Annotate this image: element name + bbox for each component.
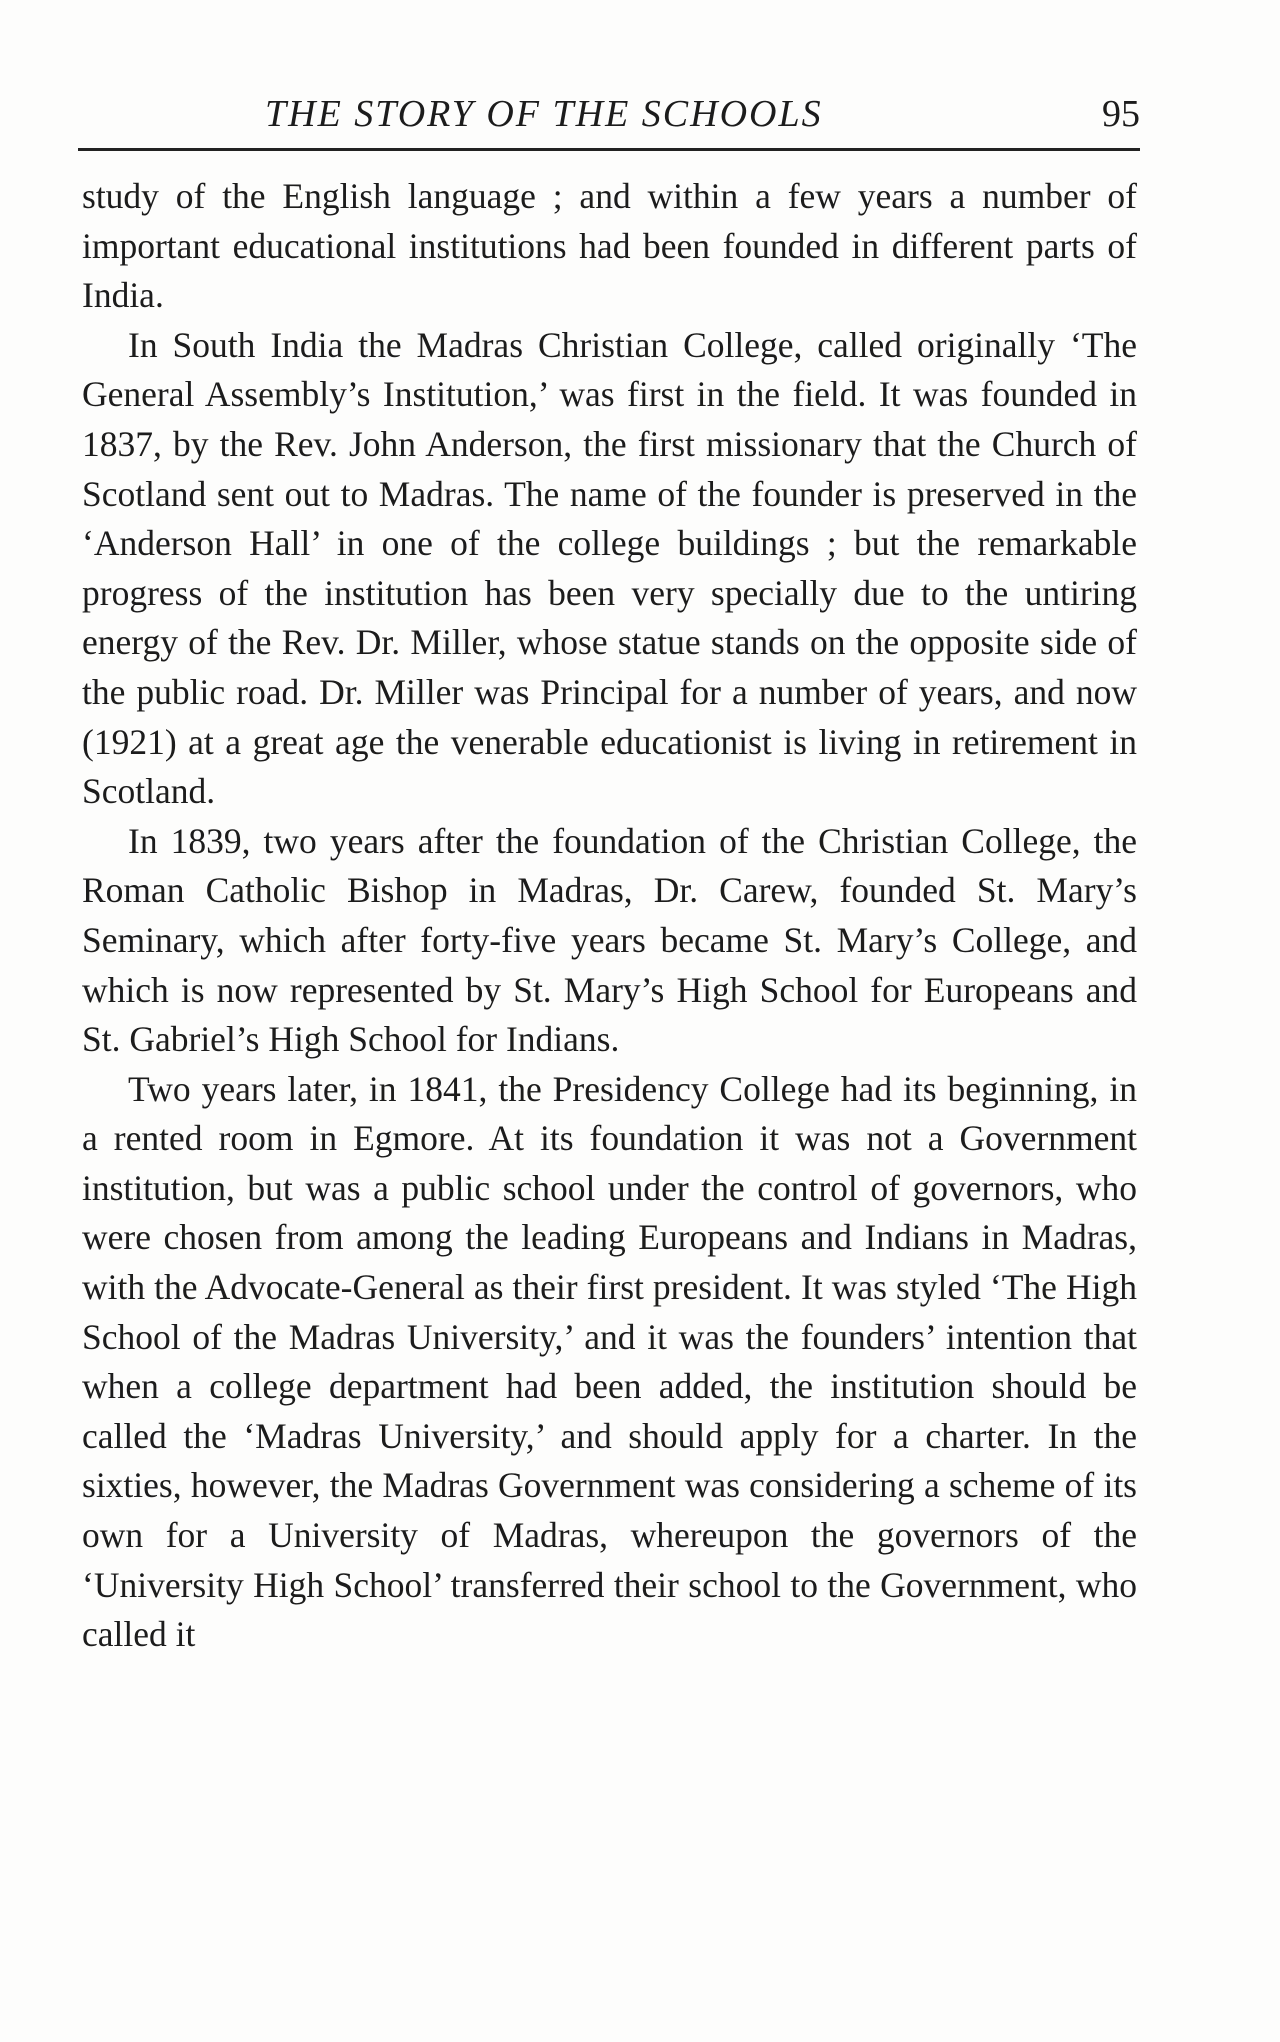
- running-title: THE STORY OF THE SCHOOLS: [265, 93, 823, 135]
- paragraph-st-marys-seminary: In 1839, two years after the foundation of the Christian College, the Roman Catholic Bishop in Madras, Dr. Carew, founded St. Mary’s Seminary, which after forty-five years became St. Mary’s College, and which is now represented by St. Mary’s High School for Europeans and St. Gabriel’s High School for Indians.: [82, 820, 1137, 1060]
- body-text: [82, 172, 1137, 1660]
- page-number: 95: [1102, 93, 1140, 135]
- paragraph-madras-christian-college: In South India the Madras Christian College, called originally ‘The General Assembly’s Institution,’ was first in the field. It was founded in 1837, by the Rev. John Anderson, the first missionary that the Church of Scotland sent out to Madras. The name of the founder is preserved in the ‘Anderson Hall’ in one of the college buildings ; but the remarkable progress of the institution has been very specially due to the untiring energy of the Rev. Dr. Miller, whose statue stands on the opposite side of the public road. Dr. Miller was Principal for a number of years, and now (1921) at a great age the venerable educationist is living in retirement in Scotland.: [82, 324, 1137, 812]
- paragraph-presidency-college: Two years later, in 1841, the Presidency College had its beginning, in a rented room in Egmore. At its foundation it was not a Government institution, but was a public school under the control of governors, who were chosen from among the leading Europeans and Indians in Madras, with the Advocate-General as their first president. It was styled ‘The High School of the Madras University,’ and it was the founders’ intention that when a college department had been added, the institution should be called the ‘Madras University,’ and should apply for a charter. In the sixties, however, the Madras Government was considering a scheme of its own for a University of Madras, whereupon the governors of the ‘University High School’ transferred their school to the Government, who called it: [82, 1068, 1137, 1655]
- paragraph-continued: study of the English language ; and within a few years a number of important educational institutions had been founded in different parts of India.: [82, 176, 1137, 316]
- page-header: [80, 88, 1140, 140]
- header-rule: [78, 148, 1140, 151]
